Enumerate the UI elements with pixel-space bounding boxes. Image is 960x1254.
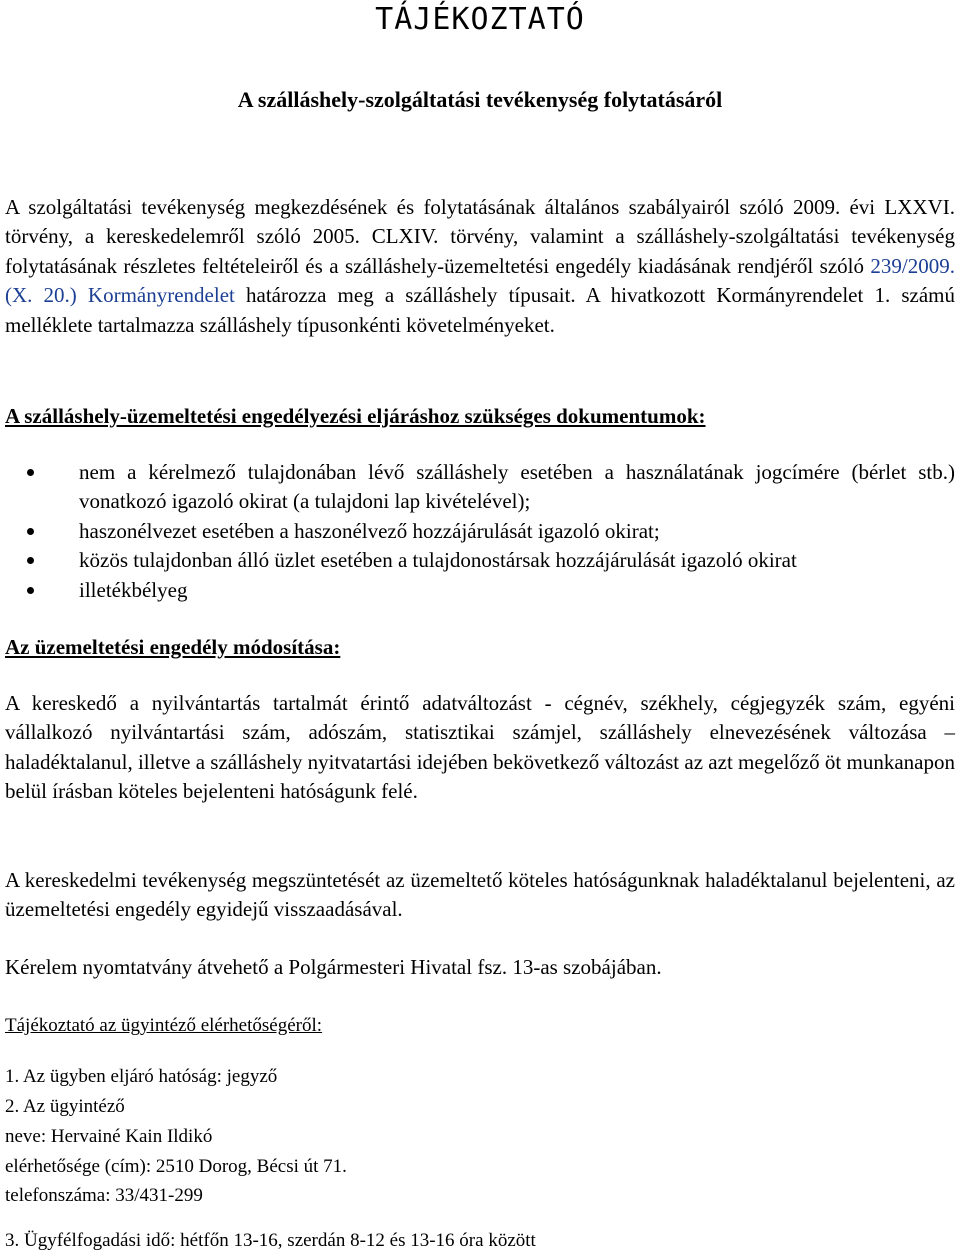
document-subtitle: A szálláshely-szolgáltatási tevékenység folytatásáról — [237, 87, 723, 112]
contact-phone: telefonszáma: 33/431-299 — [5, 1185, 203, 1206]
contact-heading: Tájékoztató az ügyintéző elérhetőségéről: — [5, 1015, 323, 1036]
termination-paragraph: A kereskedelmi tevékenység megszüntetését az üzemeltető köteles hatóságunknak haladéktalanul bejelenteni, az üzemeltetési engedély egyidejű visszaadásával. — [5, 868, 955, 922]
regulation-reference: 239/2009. (X. 20.) Kormányrendelet — [5, 253, 955, 308]
list-item-text: nem a kérelmező tulajdonában lévő szálláshely esetében a használatának jogcímére (bérlet stb.) vonatkozó igazoló okirat (a tulajdoni lap kivételével); — [79, 460, 955, 514]
contact-address: elérhetősége (cím): 2510 Dorog, Bécsi út 71. — [5, 1156, 347, 1177]
documents-heading: A szálláshely-üzemeltetési engedélyezési eljáráshoz szükséges dokumentumok: — [5, 404, 706, 428]
contact-authority: 1. Az ügyben eljáró hatóság: jegyző — [5, 1066, 278, 1087]
bullet-icon — [27, 469, 34, 476]
intro-text-end: határozza meg a szálláshely típusait. A hivatkozott Kormányrendelet 1. számú melléklete tartalmazza szálláshely típusonkénti követelményeket. — [5, 283, 955, 337]
list-item — [5, 458, 955, 517]
modification-heading: Az üzemeltetési engedély módosítása: — [5, 635, 341, 659]
list-item-text: haszonélvezet esetében a haszonélvező hozzájárulását igazoló okirat; — [79, 518, 660, 543]
list-item-text: illetékbélyeg — [79, 577, 188, 602]
contact-officer-label: 2. Az ügyintéző — [5, 1096, 125, 1117]
bullet-icon — [27, 557, 34, 564]
intro-text-start: A szolgáltatási tevékenység megkezdésének és folytatásának általános szabályairól szóló 2009. évi LXXVI. törvény, a kereskedelemről szóló 2005. CLXIV. törvény, valamint a szálláshely-szolgáltatási tevékenység folytatásának részletes feltételeiről és a szálláshely-üzemeltetési engedély kiadásának rendjéről szóló — [5, 195, 955, 278]
modification-paragraph: A kereskedő a nyilvántartás tartalmát érintő adatváltozást - cégnév, székhely, cégjegyzék szám, egyéni vállalkozó nyilvántartási szám, adószám, statisztikai számjel, szálláshely elnevezésének változása – haladéktalanul, illetve a szálláshely nyitvatartási idejében bekövetkező változást az azt megelőző öt munkanapon belül írásban köteles bejelenteni hatóságunk felé. — [5, 691, 955, 804]
bullet-icon — [27, 528, 34, 535]
list-item — [5, 546, 955, 575]
bullet-icon — [27, 587, 34, 594]
intro-paragraph — [5, 193, 955, 340]
contact-name: neve: Hervainé Kain Ildikó — [5, 1126, 213, 1147]
list-item — [5, 576, 955, 605]
list-item-text: közös tulajdonban álló üzlet esetében a tulajdonostársak hozzájárulását igazoló okirat — [79, 548, 797, 573]
list-item — [5, 517, 955, 546]
form-paragraph: Kérelem nyomtatvány átvehető a Polgármesteri Hivatal fsz. 13-as szobájában. — [5, 955, 662, 979]
contact-hours: 3. Ügyfélfogadási idő: hétfőn 13-16, szerdán 8-12 és 13-16 óra között — [5, 1230, 536, 1251]
document-title: TÁJÉKOZTATÓ — [375, 2, 585, 37]
documents-list — [5, 458, 955, 605]
